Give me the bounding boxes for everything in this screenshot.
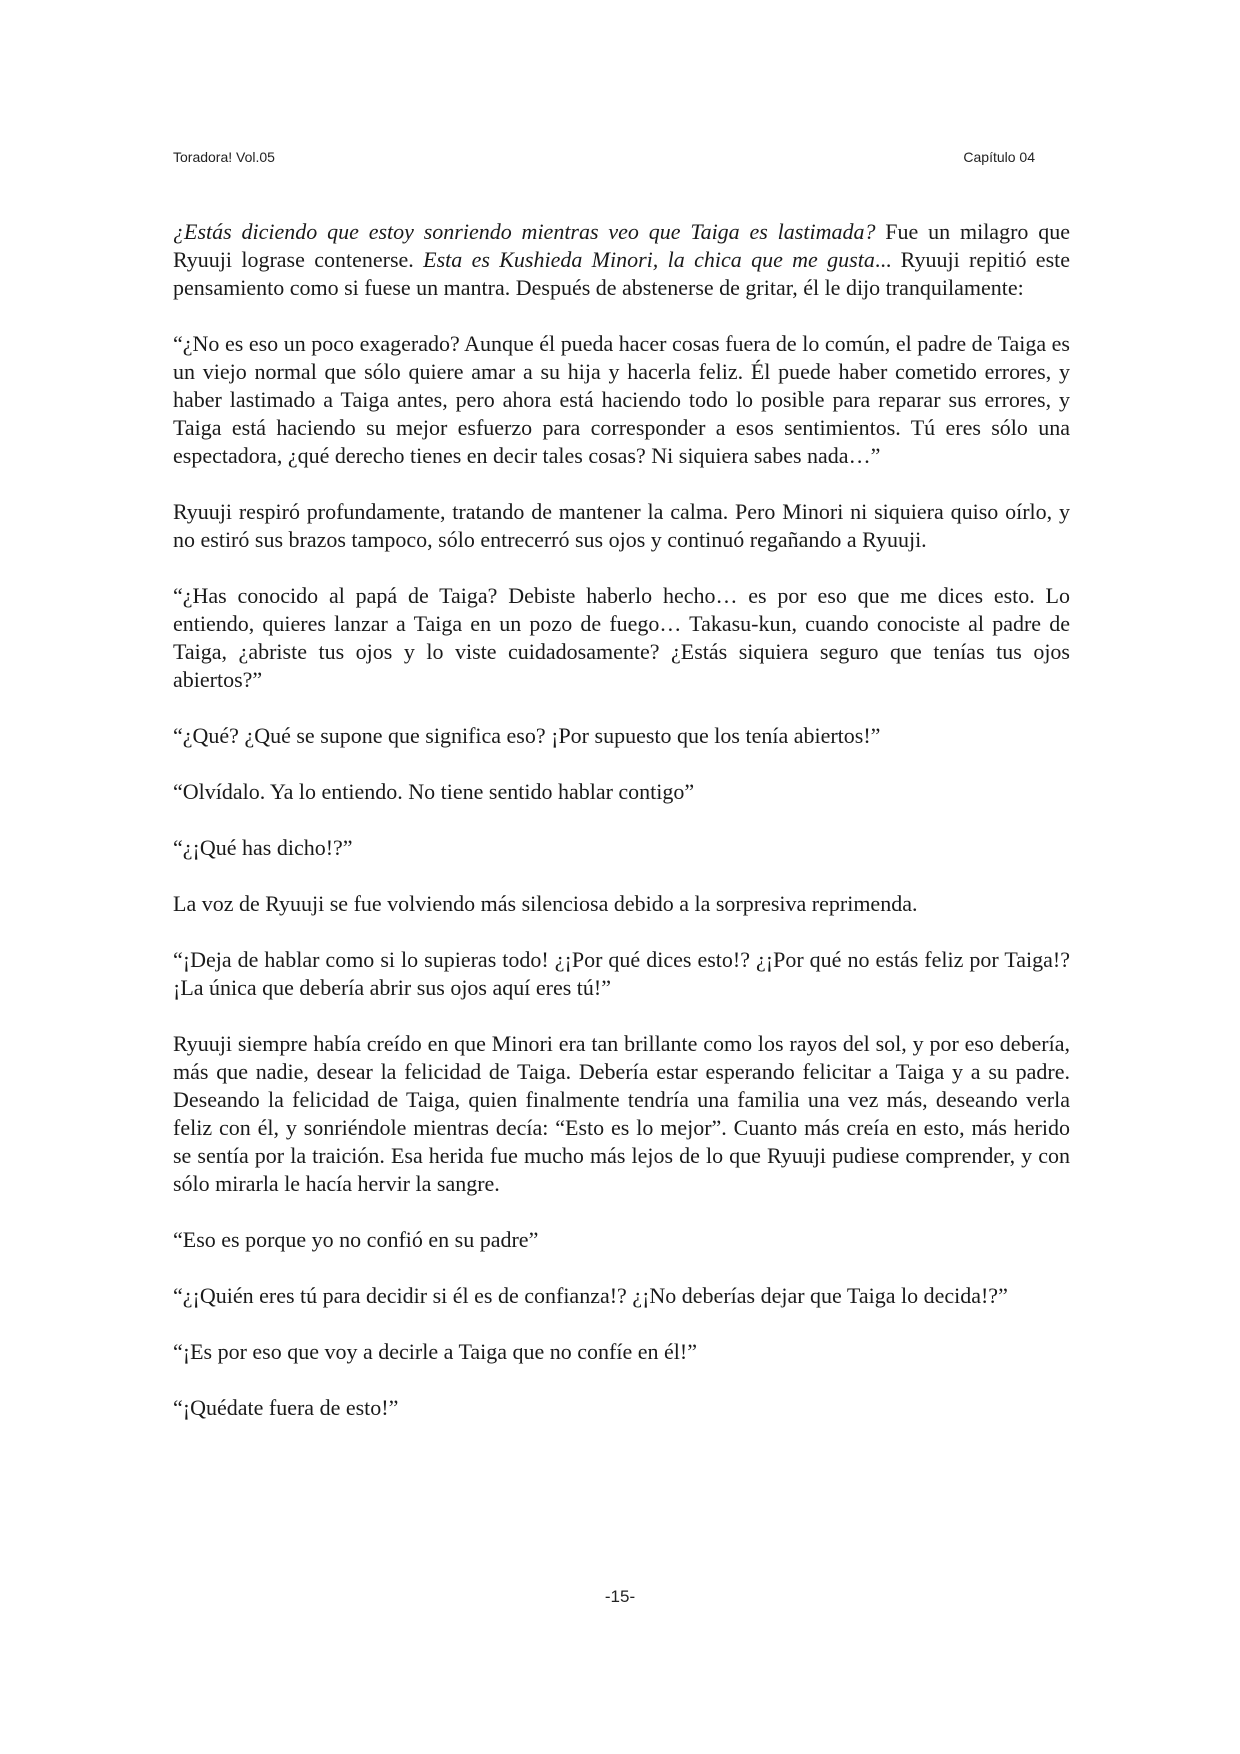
italic-text: Esta es Kushieda Minori, la chica que me gusta (423, 247, 875, 272)
book-title: Toradora! Vol.05 (173, 149, 275, 165)
paragraph: “Olvídalo. Ya lo entiendo. No tiene sentido hablar contigo” (173, 779, 695, 804)
paragraph: “¡Es por eso que voy a decirle a Taiga que no confíe en él!” (173, 1339, 697, 1364)
paragraph: “¡Quédate fuera de esto!” (173, 1395, 399, 1420)
paragraph: La voz de Ryuuji se fue volviendo más silenciosa debido a la sorpresiva reprimenda. (173, 891, 918, 916)
paragraph: “¿¡Quién eres tú para decidir si él es de confianza!? ¿¡No deberías dejar que Taiga lo decida!?” (173, 1283, 1008, 1308)
paragraph: “¿Has conocido al papá de Taiga? Debiste haberlo hecho… es por eso que me dices esto. Lo entiendo, quieres lanzar a Taiga en un pozo de fuego… Takasu-kun, cuando conociste al padre de Taiga, ¿abriste tus ojos y lo viste cuidadosamente? ¿Estás siquiera seguro que tenías tus ojos abiertos?” (173, 583, 1070, 692)
paragraph: “Eso es porque yo no confió en su padre” (173, 1227, 539, 1252)
paragraph: Ryuuji respiró profundamente, tratando de mantener la calma. Pero Minori ni siquiera quiso oírlo, y no estiró sus brazos tampoco, sólo entrecerró sus ojos y continuó regañando a Ryuuji. (173, 499, 1070, 552)
paragraph: “¿No es eso un poco exagerado? Aunque él pueda hacer cosas fuera de lo común, el padre de Taiga es un viejo normal que sólo quiere amar a su hija y hacerla feliz. Él puede haber cometido errores, y haber lastimado a Taiga antes, pero ahora está haciendo todo lo posible para reparar sus errores, y Taiga está haciendo su mejor esfuerzo para corresponder a esos sentimientos. Tú eres sólo una espectadora, ¿qué derecho tienes en decir tales cosas? Ni siquiera sabes nada…” (173, 331, 1070, 468)
paragraph: “¡Deja de hablar como si lo supieras todo! ¿¡Por qué dices esto!? ¿¡Por qué no estás feliz por Taiga!? ¡La única que debería abrir sus ojos aquí eres tú!” (173, 947, 1070, 1000)
chapter-label: Capítulo 04 (963, 149, 1035, 165)
italic-text: ¿Estás diciendo que estoy sonriendo mientras veo que Taiga es lastimada? (173, 219, 876, 244)
text-span: ... Ryuuji repitió este pensamiento como si fuese un mantra. Después de abstenerse de gritar, él le dijo tranquilamente: (173, 247, 1071, 300)
body-text (173, 218, 1070, 1450)
paragraph: “¿Qué? ¿Qué se supone que significa eso? ¡Por supuesto que los tenía abiertos!” (173, 723, 881, 748)
paragraph: “¿¡Qué has dicho!?” (173, 835, 353, 860)
paragraph: Ryuuji siempre había creído en que Minori era tan brillante como los rayos del sol, y por eso debería, más que nadie, desear la felicidad de Taiga. Debería estar esperando felicitar a Taiga y a su padre. Deseando la felicidad de Taiga, quien finalmente tendría una familia una vez más, deseando verla feliz con él, y sonriéndole mientras decía: “Esto es lo mejor”. Cuanto más creía en esto, más herido se sentía por la traición. Esa herida fue mucho más lejos de lo que Ryuuji pudiese comprender, y con sólo mirarla le hacía hervir la sangre. (173, 1031, 1070, 1196)
page-number: -15- (604, 1587, 636, 1606)
paragraph (173, 218, 1070, 302)
text-span: Fue un milagro que Ryuuji lograse contenerse. (173, 219, 1070, 272)
running-header (173, 149, 1035, 169)
